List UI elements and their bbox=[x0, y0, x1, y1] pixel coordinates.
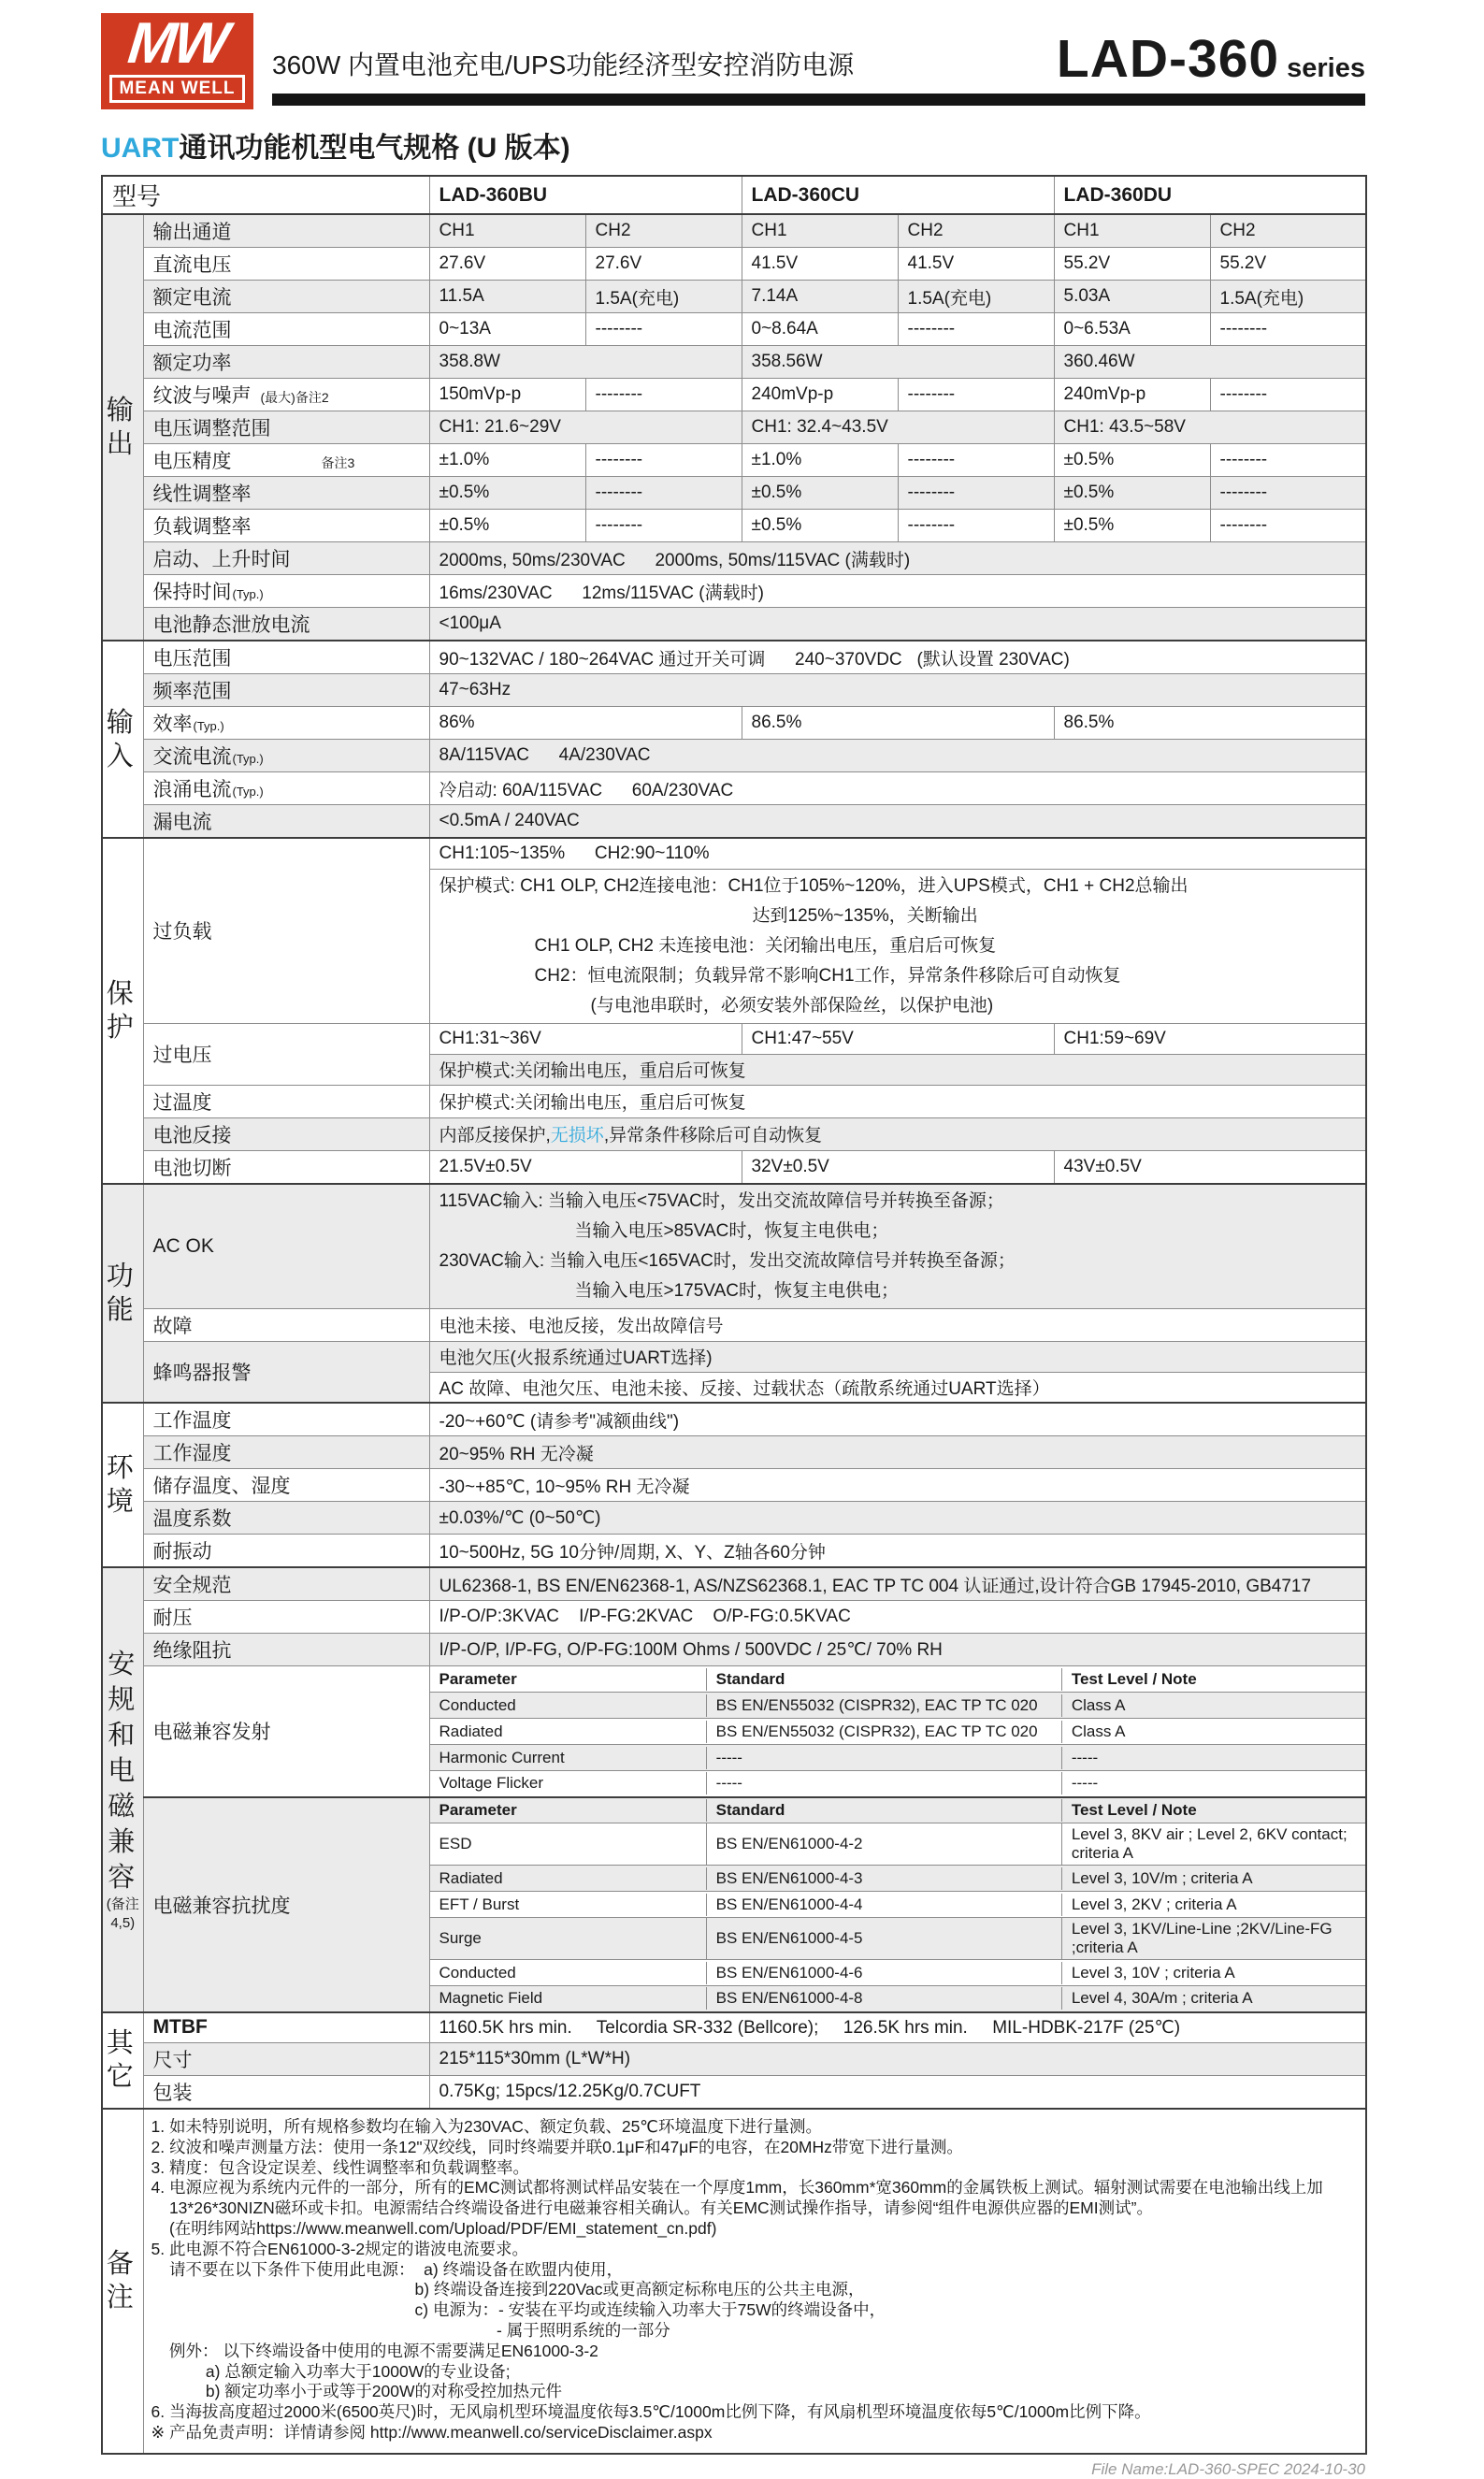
row-immunity-head bbox=[102, 1797, 1366, 1823]
emc-row bbox=[429, 1918, 1366, 1960]
param-storage: 储存温度、湿度 bbox=[143, 1469, 429, 1502]
header-divider-bar bbox=[272, 94, 1365, 106]
param-voltage-adj-range: 电压调整范围 bbox=[143, 411, 429, 444]
emc-level: Class A bbox=[1061, 1694, 1365, 1717]
ac-ok-line: 当输入电压>175VAC时，恢复主电供电； bbox=[574, 1280, 899, 1301]
overload-line: CH1 OLP, CH2 未连接电池：关闭输出电压，重启后可恢复 bbox=[534, 935, 997, 956]
param-overload: 过负载 bbox=[143, 838, 429, 1023]
value-cell: 32V±0.5V bbox=[742, 1150, 1054, 1184]
row-safety-standards bbox=[102, 1567, 1366, 1601]
value-cell: 8A/115VAC 4A/230VAC bbox=[429, 740, 1366, 772]
spec-table bbox=[101, 175, 1367, 2455]
emc-param: Voltage Flicker bbox=[439, 1774, 544, 1793]
row-work-humidity bbox=[102, 1436, 1366, 1469]
value-cell: 0~8.64A bbox=[742, 313, 898, 346]
value-cell: ±0.5% bbox=[1054, 444, 1210, 477]
emc-level: Test Level / Note bbox=[1061, 1799, 1365, 1822]
series-title bbox=[1057, 28, 1365, 92]
value-cell: ±0.5% bbox=[1054, 510, 1210, 542]
emc-param: Parameter bbox=[439, 1669, 517, 1688]
value-cell: 358.8W bbox=[429, 346, 742, 379]
row-notes bbox=[102, 2109, 1366, 2454]
emc-standard: BS EN/EN61000-4-4 bbox=[706, 1894, 1061, 1916]
value-cell: 1.5A(充电) bbox=[1210, 281, 1366, 313]
row-voltage-adj-range bbox=[102, 411, 1366, 444]
value-cell: 150mVp-p bbox=[429, 379, 585, 411]
emc-row bbox=[429, 1892, 1366, 1918]
row-withstand-voltage bbox=[102, 1601, 1366, 1634]
series-name: LAD-360 bbox=[1056, 29, 1280, 89]
overload-line: 达到125%~135%，关断输出 bbox=[752, 905, 978, 926]
emc-level: ----- bbox=[1061, 1772, 1365, 1794]
param-rated-current: 额定电流 bbox=[143, 281, 429, 313]
note-line: 13*26*30NIZN磁环或卡扣。电源需结合终端设备进行电磁兼容相关确认。有关EMC测试操作指导，请参阅“组件电源供应器的EMI测试”。 bbox=[151, 2198, 1153, 2218]
value-cell: -------- bbox=[1210, 444, 1366, 477]
emc-level: Level 4, 30A/m ; criteria A bbox=[1061, 1987, 1365, 2010]
page-header bbox=[101, 13, 1365, 109]
row-storage bbox=[102, 1469, 1366, 1502]
value-cell: CH2 bbox=[1210, 214, 1366, 248]
param-mtbf: MTBF bbox=[143, 2012, 429, 2043]
value-cell: 1.5A(充电) bbox=[898, 281, 1054, 313]
row-current-range bbox=[102, 313, 1366, 346]
value-cell: 358.56W bbox=[742, 346, 1054, 379]
note-line: 请不要在以下条件下使用此电源： a) 终端设备在欧盟内使用， bbox=[151, 2259, 624, 2279]
param-footnote: (Typ.) bbox=[193, 719, 224, 733]
value-cell: <0.5mA / 240VAC bbox=[429, 805, 1366, 839]
value-cell: -------- bbox=[1210, 379, 1366, 411]
row-hold-up-time bbox=[102, 575, 1366, 608]
value-cell bbox=[429, 1184, 1366, 1309]
value-cell: 90~132VAC / 180~264VAC 通过开关可调 240~370VDC (默认设置 230VAC) bbox=[429, 641, 1366, 674]
section-label-notes: 备注 bbox=[102, 2109, 143, 2454]
section-title-rest: 通讯功能机型电气规格 (U 版本) bbox=[179, 133, 570, 164]
row-fault bbox=[102, 1308, 1366, 1341]
param-work-humidity: 工作湿度 bbox=[143, 1436, 429, 1469]
note-line: b) 额定功率小于或等于200W的对称受控加热元件 bbox=[151, 2382, 562, 2401]
param-battery-cutoff: 电池切断 bbox=[143, 1150, 429, 1184]
emc-param: Parameter bbox=[439, 1800, 517, 1819]
param-footnote: (Typ.) bbox=[232, 752, 264, 766]
value-cell: CH2 bbox=[898, 214, 1054, 248]
param-battery-leak: 电池静态泄放电流 bbox=[143, 608, 429, 641]
value-cell: ±0.5% bbox=[742, 477, 898, 510]
emc-param: Radiated bbox=[439, 1868, 503, 1887]
value-cell: 240mVp-p bbox=[742, 379, 898, 411]
row-rated-current bbox=[102, 281, 1366, 313]
row-buzzer-1 bbox=[102, 1341, 1366, 1372]
param-output-channels: 输出通道 bbox=[143, 214, 429, 248]
model-name: LAD-360BU bbox=[429, 176, 742, 214]
row-load-regulation bbox=[102, 510, 1366, 542]
param-ac-ok: AC OK bbox=[143, 1184, 429, 1309]
logo-mw-glyph: MW bbox=[124, 11, 230, 76]
row-dc-voltage bbox=[102, 248, 1366, 281]
param-emc-emission: 电磁兼容发射 bbox=[143, 1666, 429, 1797]
param-dimension: 尺寸 bbox=[143, 2043, 429, 2076]
value-cell: 内部反接保护,无损坏,异常条件移除后可自动恢复 bbox=[429, 1117, 1366, 1150]
emc-level: Level 3, 8KV air ; Level 2, 6KV contact; criteria A bbox=[1061, 1823, 1365, 1865]
emc-standard: ----- bbox=[706, 1747, 1061, 1769]
value-cell bbox=[429, 869, 1366, 1023]
note-line: 3. 精度：包含设定误差、线性调整率和负载调整率。 bbox=[151, 2157, 529, 2177]
row-overload-range bbox=[102, 838, 1366, 869]
note-line: ※ 产品免责声明：详情请参阅 http://www.meanwell.co/serviceDisclaimer.aspx bbox=[151, 2422, 713, 2442]
overload-line: CH2：恒电流限制；负载异常不影响CH1工作，异常条件移除后可自动恢复 bbox=[534, 965, 1121, 986]
row-battery-cutoff bbox=[102, 1150, 1366, 1184]
emc-row bbox=[429, 1823, 1366, 1866]
value-cell: 5.03A bbox=[1054, 281, 1210, 313]
emc-row bbox=[429, 1866, 1366, 1892]
emc-param: Conducted bbox=[439, 1963, 516, 1982]
value-cell: ±1.0% bbox=[742, 444, 898, 477]
row-work-temp bbox=[102, 1403, 1366, 1436]
value-cell: 27.6V bbox=[429, 248, 585, 281]
overload-line: 保护模式: CH1 OLP, CH2连接电池：CH1位于105%~120%，进入UPS模式，CH1 + CH2总输出 bbox=[439, 875, 1189, 896]
value-cell: CH1: 21.6~29V bbox=[429, 411, 742, 444]
row-packing bbox=[102, 2076, 1366, 2110]
emc-row bbox=[429, 1960, 1366, 1986]
row-efficiency bbox=[102, 707, 1366, 740]
value-cell: CH1: 32.4~43.5V bbox=[742, 411, 1054, 444]
note-line: b) 终端设备连接到220Vac或更高额定标称电压的公共主电源， bbox=[151, 2280, 865, 2299]
param-work-temp: 工作温度 bbox=[143, 1403, 429, 1436]
value-cell: 0~13A bbox=[429, 313, 585, 346]
value-cell: AC 故障、电池欠压、电池未接、反接、过载状态（疏散系统通过UART选择） bbox=[429, 1372, 1366, 1403]
value-cell: 0.75Kg; 15pcs/12.25Kg/0.7CUFT bbox=[429, 2076, 1366, 2110]
value-cell: 240mVp-p bbox=[1054, 379, 1210, 411]
value-cell: CH1: 43.5~58V bbox=[1054, 411, 1366, 444]
value-cell: -------- bbox=[898, 477, 1054, 510]
param-buzzer: 蜂鸣器报警 bbox=[143, 1341, 429, 1403]
param-ac-current: 交流电流(Typ.) bbox=[143, 740, 429, 772]
value-cell: 1.5A(充电) bbox=[585, 281, 742, 313]
note-line: 5. 此电源不符合EN61000-3-2规定的谐波电流要求。 bbox=[151, 2239, 529, 2258]
value-cell: 21.5V±0.5V bbox=[429, 1150, 742, 1184]
param-safety-standards: 安全规范 bbox=[143, 1567, 429, 1601]
series-suffix: series bbox=[1287, 53, 1365, 83]
value-cell: CH1:105~135% CH2:90~110% bbox=[429, 838, 1366, 869]
spec-section-title bbox=[101, 124, 1484, 166]
value-cell: 27.6V bbox=[585, 248, 742, 281]
row-voltage-tolerance bbox=[102, 444, 1366, 477]
param-ripple-noise: 纹波与噪声 (最大)备注2 bbox=[143, 379, 429, 411]
param-leakage-current: 漏电流 bbox=[143, 805, 429, 839]
note-line: 例外： 以下终端设备中使用的电源不需要满足EN61000-3-2 bbox=[151, 2341, 598, 2360]
emc-standard: Standard bbox=[706, 1799, 1061, 1822]
value-cell: ±0.5% bbox=[1054, 477, 1210, 510]
param-freq-range: 频率范围 bbox=[143, 674, 429, 707]
note-line: 1. 如未特别说明，所有规格参数均在输入为230VAC、额定负载、25℃环境温度下进行量测。 bbox=[151, 2117, 822, 2136]
value-cell: ±1.0% bbox=[429, 444, 585, 477]
param-isolation-resistance: 绝缘阻抗 bbox=[143, 1634, 429, 1666]
param-footnote: (最大)备注2 bbox=[260, 390, 329, 405]
param-packing: 包装 bbox=[143, 2076, 429, 2110]
param-footnote: (Typ.) bbox=[232, 785, 264, 799]
emc-header bbox=[429, 1797, 1366, 1823]
value-cell: -------- bbox=[1210, 313, 1366, 346]
value-cell: 保护模式:关闭输出电压，重启后可恢复 bbox=[429, 1085, 1366, 1117]
value-cell: 47~63Hz bbox=[429, 674, 1366, 707]
param-fault: 故障 bbox=[143, 1308, 429, 1341]
row-battery-reverse bbox=[102, 1117, 1366, 1150]
emc-level: Test Level / Note bbox=[1061, 1668, 1365, 1691]
value-cell: CH1:31~36V bbox=[429, 1023, 742, 1054]
row-ac-ok bbox=[102, 1184, 1366, 1309]
value-cell: -------- bbox=[898, 379, 1054, 411]
value-cell: -------- bbox=[898, 510, 1054, 542]
emc-param: ESD bbox=[439, 1835, 472, 1852]
value-cell: 0~6.53A bbox=[1054, 313, 1210, 346]
emc-level: Level 3, 1KV/Line-Line ;2KV/Line-FG ;criteria A bbox=[1061, 1918, 1365, 1959]
value-cell: CH2 bbox=[585, 214, 742, 248]
value-cell: 11.5A bbox=[429, 281, 585, 313]
emc-header bbox=[429, 1666, 1366, 1693]
value-cell: 41.5V bbox=[898, 248, 1054, 281]
value-cell: -------- bbox=[585, 510, 742, 542]
emc-level: Level 3, 2KV ; criteria A bbox=[1061, 1894, 1365, 1916]
value-cell: 电池欠压(火报系统通过UART选择) bbox=[429, 1341, 1366, 1372]
value-cell: -30~+85℃, 10~95% RH 无冷凝 bbox=[429, 1469, 1366, 1502]
value-cell: 43V±0.5V bbox=[1054, 1150, 1366, 1184]
section-footnote: (备注4,5) bbox=[106, 1895, 139, 1931]
row-isolation-resistance bbox=[102, 1634, 1366, 1666]
value-cell: -------- bbox=[898, 444, 1054, 477]
value-cell: 2000ms, 50ms/230VAC 2000ms, 50ms/115VAC (满载时) bbox=[429, 542, 1366, 575]
value-cell: 55.2V bbox=[1210, 248, 1366, 281]
emc-param: Radiated bbox=[439, 1722, 503, 1740]
param-current-range: 电流范围 bbox=[143, 313, 429, 346]
emc-row bbox=[429, 1719, 1366, 1745]
value-cell: ±0.5% bbox=[429, 477, 585, 510]
param-inrush-current: 浪涌电流(Typ.) bbox=[143, 772, 429, 805]
value-cell: CH1:47~55V bbox=[742, 1023, 1054, 1054]
param-efficiency: 效率(Typ.) bbox=[143, 707, 429, 740]
emc-param: Magnetic Field bbox=[439, 1989, 543, 2008]
value-cell: -------- bbox=[585, 379, 742, 411]
row-temp-coefficient bbox=[102, 1502, 1366, 1535]
emc-row bbox=[429, 1771, 1366, 1797]
row-line-regulation bbox=[102, 477, 1366, 510]
emc-standard: BS EN/EN61000-4-6 bbox=[706, 1962, 1061, 1984]
emc-standard: BS EN/EN61000-4-5 bbox=[706, 1918, 1061, 1959]
section-label-function: 功能 bbox=[102, 1184, 143, 1404]
section-label-protection: 保护 bbox=[102, 838, 143, 1184]
emc-row bbox=[429, 1986, 1366, 2012]
note-line: 6. 当海拔高度超过2000米(6500英尺)时，无风扇机型环境温度依每3.5℃/1000m比例下降，有风扇机型环境温度依每5℃/1000m比例下降。 bbox=[151, 2402, 1151, 2422]
value-cell: 冷启动: 60A/115VAC 60A/230VAC bbox=[429, 772, 1366, 805]
uart-highlight: UART bbox=[101, 133, 180, 164]
param-emc-immunity: 电磁兼容抗扰度 bbox=[143, 1797, 429, 2012]
value-cell: UL62368-1, BS EN/EN62368-1, AS/NZS62368.1, EAC TP TC 004 认证通过,设计符合GB 17945-2010, GB4717 bbox=[429, 1567, 1366, 1601]
value-cell: 1160.5K hrs min. Telcordia SR-332 (Bellcore); 126.5K hrs min. MIL-HDBK-217F (25℃) bbox=[429, 2012, 1366, 2043]
section-label-others: 其它 bbox=[102, 2012, 143, 2110]
param-temp-coefficient: 温度系数 bbox=[143, 1502, 429, 1535]
emc-standard: BS EN/EN61000-4-3 bbox=[706, 1867, 1061, 1890]
row-voltage-range bbox=[102, 641, 1366, 674]
emc-level: Class A bbox=[1061, 1721, 1365, 1743]
value-cell: CH1 bbox=[429, 214, 585, 248]
section-label-input: 输入 bbox=[102, 641, 143, 838]
row-freq-range bbox=[102, 674, 1366, 707]
value-cell: 20~95% RH 无冷凝 bbox=[429, 1436, 1366, 1469]
value-cell: ±0.5% bbox=[429, 510, 585, 542]
note-line: 4. 电源应视为系统内元件的一部分，所有的EMC测试都将测试样品安装在一个厚度1mm，长360mm*宽360mm的金属铁板上测试。辐射测试需要在电池输出线上加 bbox=[151, 2178, 1323, 2198]
value-cell: -------- bbox=[585, 477, 742, 510]
value-cell: 86.5% bbox=[742, 707, 1054, 740]
logo-brand-text: MEAN WELL bbox=[109, 75, 245, 103]
file-name-footer: File Name:LAD-360-SPEC 2024-10-30 bbox=[1091, 2459, 1365, 2478]
note-line: 2. 纹波和噪声测量方法：使用一条12"双绞线，同时终端要并联0.1μF和47μF的电容，在20MHz带宽下进行量测。 bbox=[151, 2137, 963, 2156]
value-cell: CH1 bbox=[1054, 214, 1210, 248]
row-dimension bbox=[102, 2043, 1366, 2076]
param-battery-reverse: 电池反接 bbox=[143, 1117, 429, 1150]
emc-row bbox=[429, 1745, 1366, 1771]
row-leakage-current bbox=[102, 805, 1366, 839]
section-label-safety-emc: 安规和 电磁 兼容 (备注4,5) bbox=[102, 1567, 143, 2012]
ac-ok-line: 115VAC输入: 当输入电压<75VAC时，发出交流故障信号并转换至备源； bbox=[439, 1190, 1004, 1211]
row-output-channels bbox=[102, 214, 1366, 248]
ac-ok-line: 230VAC输入: 当输入电压<165VAC时，发出交流故障信号并转换至备源； bbox=[439, 1250, 1016, 1271]
param-footnote: (Typ.) bbox=[232, 587, 264, 601]
emc-standard: BS EN/EN61000-4-8 bbox=[706, 1987, 1061, 2010]
param-voltage-tolerance: 电压精度 备注3 bbox=[143, 444, 429, 477]
row-ripple-noise bbox=[102, 379, 1366, 411]
value-cell: -------- bbox=[1210, 510, 1366, 542]
param-vibration: 耐振动 bbox=[143, 1535, 429, 1568]
emc-standard: BS EN/EN61000-4-2 bbox=[706, 1823, 1061, 1865]
row-otp bbox=[102, 1085, 1366, 1117]
value-cell: -------- bbox=[585, 313, 742, 346]
emc-standard: ----- bbox=[706, 1772, 1061, 1794]
value-cell: 保护模式:关闭输出电压，重启后可恢复 bbox=[429, 1054, 1366, 1085]
value-cell: I/P-O/P:3KVAC I/P-FG:2KVAC O/P-FG:0.5KVAC bbox=[429, 1601, 1366, 1634]
param-setup-rise-time: 启动、上升时间 bbox=[143, 542, 429, 575]
emc-level: Level 3, 10V ; criteria A bbox=[1061, 1962, 1365, 1984]
meanwell-logo bbox=[101, 13, 253, 109]
emc-level: Level 3, 10V/m ; criteria A bbox=[1061, 1867, 1365, 1890]
value-cell: CH1 bbox=[742, 214, 898, 248]
emc-standard: Standard bbox=[706, 1668, 1061, 1691]
model-name: LAD-360CU bbox=[742, 176, 1054, 214]
param-line-regulation: 线性调整率 bbox=[143, 477, 429, 510]
value-cell: 电池未接、电池反接，发出故障信号 bbox=[429, 1308, 1366, 1341]
value-cell: ±0.5% bbox=[742, 510, 898, 542]
emc-param: EFT / Burst bbox=[439, 1895, 520, 1913]
emc-standard: BS EN/EN55032 (CISPR32), EAC TP TC 020 bbox=[706, 1694, 1061, 1717]
value-cell: 215*115*30mm (L*W*H) bbox=[429, 2043, 1366, 2076]
model-name: LAD-360DU bbox=[1054, 176, 1366, 214]
section-label-environment: 环境 bbox=[102, 1403, 143, 1567]
header-right bbox=[272, 13, 1365, 106]
emc-param: Harmonic Current bbox=[439, 1748, 565, 1766]
param-ovp: 过电压 bbox=[143, 1023, 429, 1085]
value-cell: 7.14A bbox=[742, 281, 898, 313]
model-label: 型号 bbox=[102, 176, 429, 214]
row-battery-leak bbox=[102, 608, 1366, 641]
param-dc-voltage: 直流电压 bbox=[143, 248, 429, 281]
note-line: (在明纬网站https://www.meanwell.com/Upload/PDF/EMI_statement_cn.pdf) bbox=[151, 2218, 717, 2238]
note-line: c) 电源为：- 安装在平均或连续输入功率大于75W的终端设备中， bbox=[151, 2300, 886, 2320]
param-load-regulation: 负载调整率 bbox=[143, 510, 429, 542]
overload-line: (与电池串联时，必须安装外部保险丝，以保护电池) bbox=[590, 995, 994, 1016]
note-line: a) 总额定输入功率大于1000W的专业设备; bbox=[151, 2361, 511, 2381]
value-cell: 360.46W bbox=[1054, 346, 1366, 379]
no-damage-highlight: 无损坏 bbox=[550, 1126, 604, 1146]
param-rated-power: 额定功率 bbox=[143, 346, 429, 379]
value-cell: 86.5% bbox=[1054, 707, 1366, 740]
param-withstand-voltage: 耐压 bbox=[143, 1601, 429, 1634]
value-cell: <100μA bbox=[429, 608, 1366, 641]
param-footnote: 备注3 bbox=[321, 455, 355, 470]
row-setup-rise-time bbox=[102, 542, 1366, 575]
value-cell: -------- bbox=[585, 444, 742, 477]
value-cell: -------- bbox=[1210, 477, 1366, 510]
row-model bbox=[102, 176, 1366, 214]
row-ac-current bbox=[102, 740, 1366, 772]
value-cell: I/P-O/P, I/P-FG, O/P-FG:100M Ohms / 500VDC / 25℃/ 70% RH bbox=[429, 1634, 1366, 1666]
value-cell: 16ms/230VAC 12ms/115VAC (满载时) bbox=[429, 575, 1366, 608]
value-cell: 41.5V bbox=[742, 248, 898, 281]
emc-row bbox=[429, 1693, 1366, 1719]
emc-param: Surge bbox=[439, 1929, 482, 1947]
notes-block bbox=[143, 2109, 1366, 2454]
ac-ok-line: 当输入电压>85VAC时，恢复主电供电； bbox=[574, 1220, 889, 1241]
value-cell: ±0.03%/℃ (0~50℃) bbox=[429, 1502, 1366, 1535]
row-vibration bbox=[102, 1535, 1366, 1568]
value-cell: -20~+60℃ (请参考"减额曲线") bbox=[429, 1403, 1366, 1436]
product-subtitle: 360W 内置电池充电/UPS功能经济型安控消防电源 bbox=[272, 50, 855, 79]
row-ovp-range bbox=[102, 1023, 1366, 1054]
section-label-output: 输出 bbox=[102, 214, 143, 641]
row-mtbf bbox=[102, 2012, 1366, 2043]
emc-standard: BS EN/EN55032 (CISPR32), EAC TP TC 020 bbox=[706, 1721, 1061, 1743]
value-cell: 86% bbox=[429, 707, 742, 740]
emc-level: ----- bbox=[1061, 1747, 1365, 1769]
value-cell: 55.2V bbox=[1054, 248, 1210, 281]
param-hold-up-time: 保持时间(Typ.) bbox=[143, 575, 429, 608]
row-inrush-current bbox=[102, 772, 1366, 805]
value-cell: 10~500Hz, 5G 10分钟/周期, X、Y、Z轴各60分钟 bbox=[429, 1535, 1366, 1568]
row-emission-head bbox=[102, 1666, 1366, 1693]
value-cell: CH1:59~69V bbox=[1054, 1023, 1366, 1054]
value-cell: -------- bbox=[898, 313, 1054, 346]
param-voltage-range: 电压范围 bbox=[143, 641, 429, 674]
note-line: - 属于照明系统的一部分 bbox=[151, 2320, 670, 2340]
row-rated-power bbox=[102, 346, 1366, 379]
emc-param: Conducted bbox=[439, 1695, 516, 1714]
param-otp: 过温度 bbox=[143, 1085, 429, 1117]
